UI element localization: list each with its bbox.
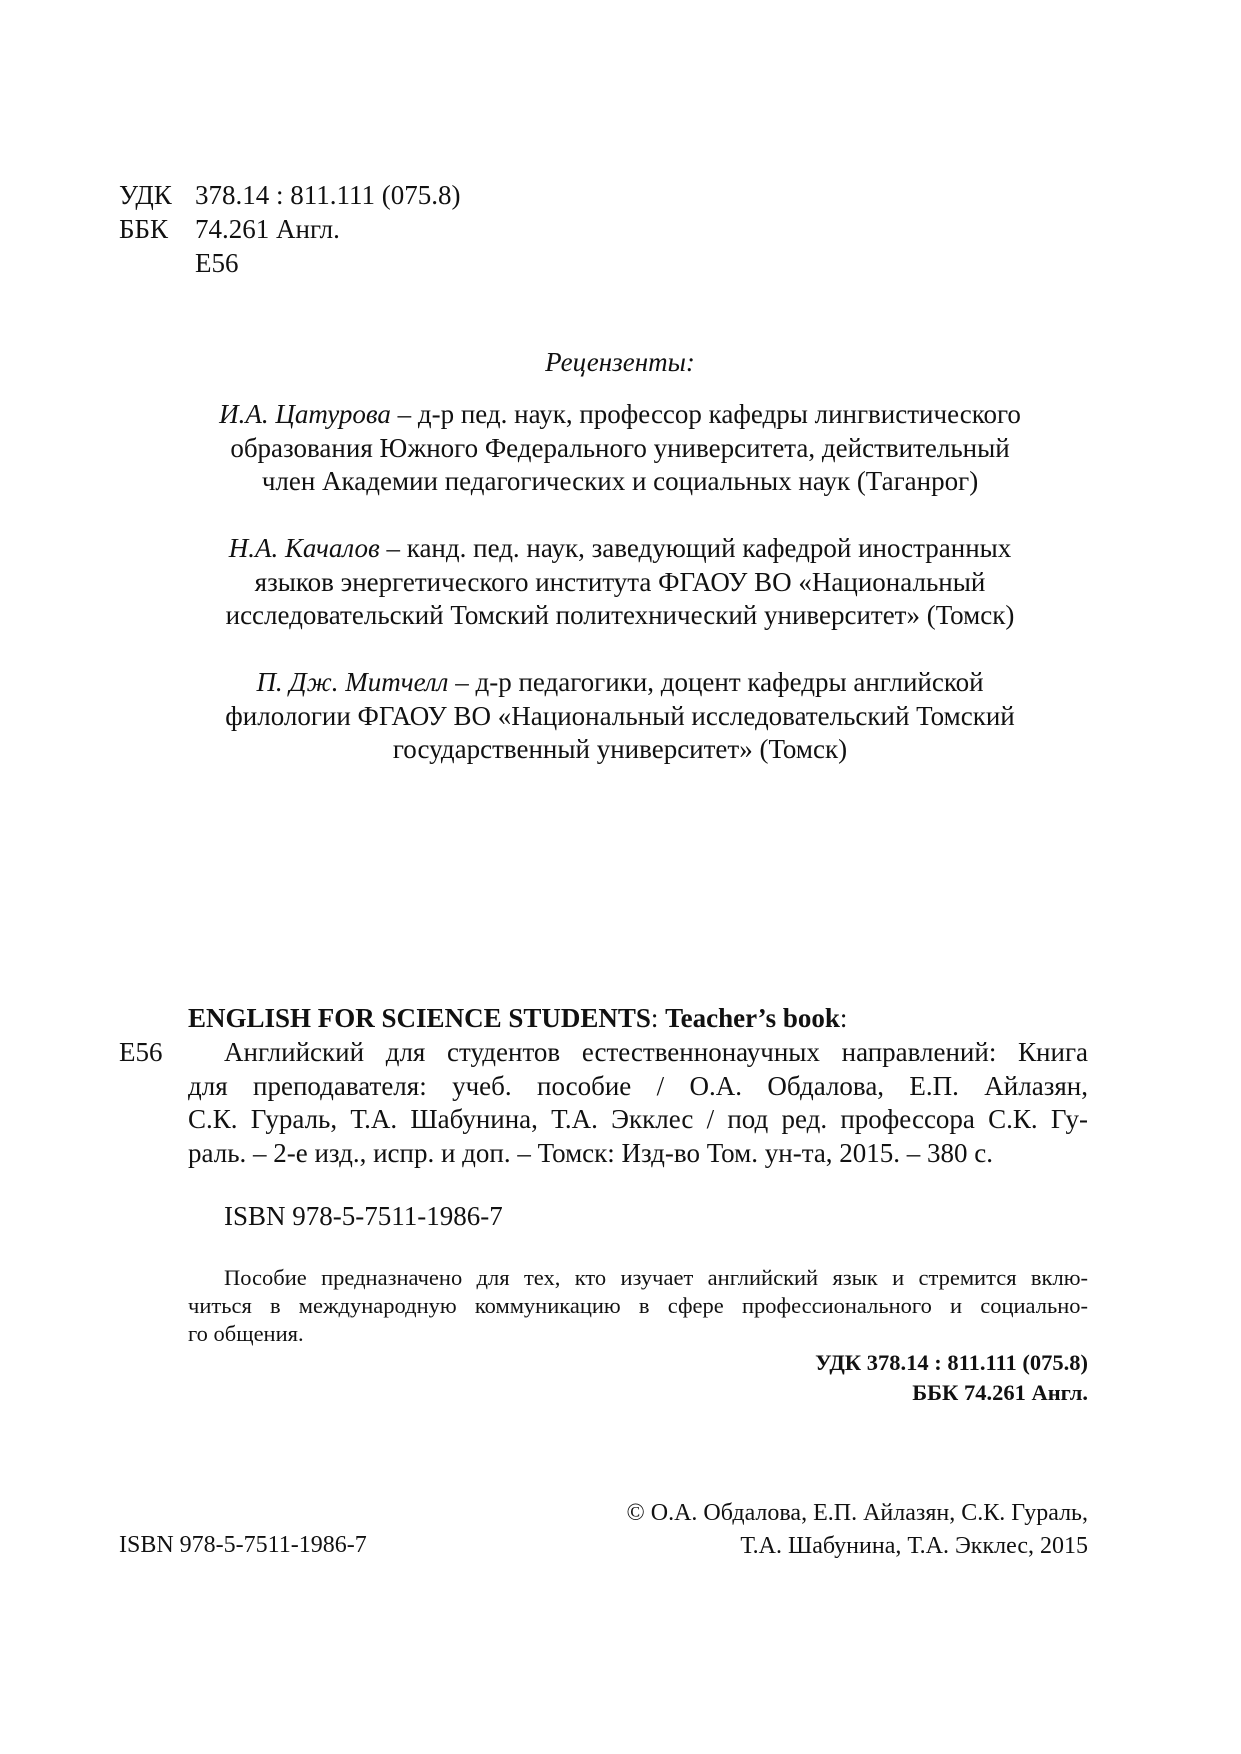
index-block	[119, 178, 460, 280]
bibliography-line-1-text: Английский для студентов естественнонаучных направлений: Книга	[224, 1037, 1088, 1067]
bbk-label: ББК	[119, 214, 169, 244]
abstract-line-3: го общения.	[188, 1321, 304, 1346]
reviewer-3-line-1: – д-р педагогики, доцент кафедры английской	[448, 667, 984, 697]
bibliography-line-4	[188, 1137, 1088, 1171]
reviewer-2-line-1: – канд. пед. наук, заведующий кафедрой иностранных	[379, 533, 1012, 563]
bibliography-line-3-text: С.К. Гураль, Т.А. Шабунина, Т.А. Экклес / под ред. профессора С.К. Гу-	[188, 1104, 1088, 1134]
reviewer-3-line-2: филологии ФГАОУ ВО «Национальный исследовательский Томский	[225, 700, 1015, 731]
bibliography-line-2-text: для преподавателя: учеб. пособие / О.А. Обдалова, Е.П. Айлазян,	[188, 1070, 1088, 1101]
reviewer-3	[120, 666, 1120, 767]
classification-udk: УДК 378.14 : 811.111 (075.8)	[815, 1350, 1088, 1375]
abstract-line-1: Пособие предназначено для тех, кто изучает английский язык и стремится вклю-	[224, 1265, 1088, 1290]
reviewer-2-name: Н.А. Качалов	[228, 533, 380, 563]
book-title	[188, 1002, 847, 1035]
bibliography-line-4-text: раль. – 2-е изд., испр. и доп. – Томск: Изд-во Том. ун-та, 2015. – 380 с.	[188, 1137, 994, 1168]
isbn-record: ISBN 978-5-7511-1986-7	[224, 1201, 503, 1231]
reviewer-1-line-1: – д-р пед. наук, профессор кафедры лингвистического	[390, 399, 1021, 429]
reviewer-2	[120, 532, 1120, 633]
reviewer-3-name: П. Дж. Митчелл	[256, 667, 449, 697]
book-title-end: :	[839, 1003, 848, 1033]
reviewer-1	[120, 398, 1120, 499]
author-mark: Е56	[195, 248, 239, 278]
reviewers-heading: Рецензенты:	[545, 347, 695, 377]
copyright-block	[627, 1497, 1088, 1563]
abstract-line-2: читься в международную коммуникацию в сфере профессионального и социально-	[188, 1293, 1088, 1318]
classification-block	[815, 1348, 1088, 1408]
bibliography-line-2	[188, 1070, 1088, 1104]
footer-isbn: ISBN 978-5-7511-1986-7	[119, 1532, 367, 1558]
bibliography-mark: Е56	[119, 1037, 163, 1067]
bbk-value: 74.261 Англ.	[195, 214, 340, 244]
abstract	[188, 1264, 1088, 1348]
book-title-sub: Teacher’s book	[665, 1003, 840, 1033]
udk-value: 378.14 : 811.111 (075.8)	[195, 180, 461, 210]
reviewer-2-line-3: исследовательский Томский политехнический университет» (Томск)	[225, 600, 1015, 630]
reviewer-1-line-2: образования Южного Федерального университета, действительный	[230, 432, 1010, 463]
reviewer-3-line-3: государственный университет» (Томск)	[392, 734, 848, 764]
bbk-line	[119, 212, 460, 246]
book-title-main: ENGLISH FOR SCIENCE STUDENTS	[188, 1003, 651, 1033]
copyright-line-2: Т.А. Шабунина, Т.А. Экклес, 2015	[740, 1533, 1088, 1559]
bibliography-text	[188, 1036, 1088, 1170]
book-title-sep: :	[650, 1003, 666, 1033]
udk-line	[119, 178, 460, 212]
bibliography-line-1	[224, 1036, 1088, 1070]
author-mark-line	[119, 246, 460, 280]
reviewer-1-line-3: член Академии педагогических и социальных наук (Таганрог)	[261, 466, 979, 496]
reviewer-2-line-2: языков энергетического института ФГАОУ ВО «Национальный	[254, 566, 986, 597]
copyright-line-1: © О.А. Обдалова, Е.П. Айлазян, С.К. Гураль,	[626, 1500, 1088, 1526]
udk-label: УДК	[119, 180, 172, 210]
reviewer-1-name: И.А. Цатурова	[219, 399, 391, 429]
bibliography-line-3	[188, 1103, 1088, 1137]
classification-bbk: ББК 74.261 Англ.	[912, 1380, 1088, 1405]
